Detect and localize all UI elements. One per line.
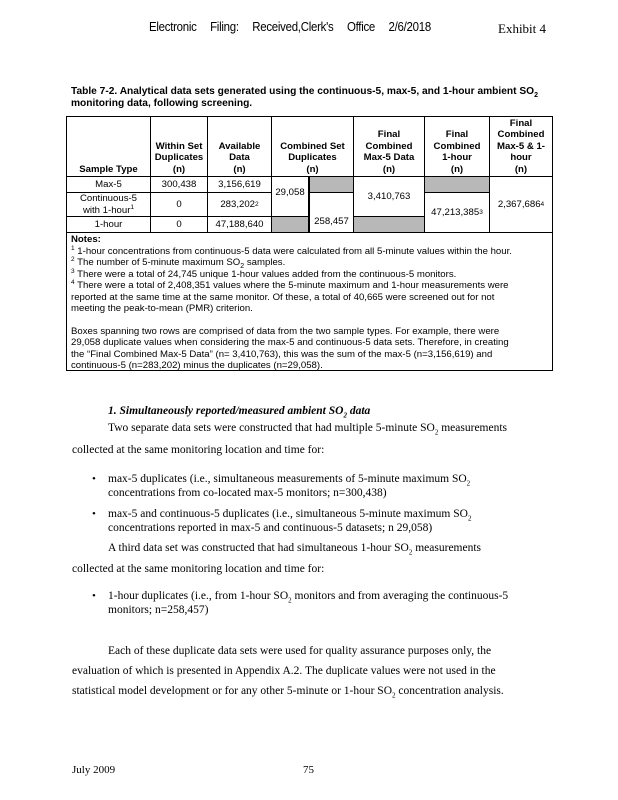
paragraph-line: evaluation of which is presented in Appendix A.2. The duplicate values were not used in the xyxy=(72,665,496,677)
exhibit-label: Exhibit 4 xyxy=(498,21,547,36)
caption-text: Table 7-2. Analytical data sets generated using the continuous-5, max-5, and 1-hour ambient SO xyxy=(71,86,535,97)
page-number: 75 xyxy=(303,764,314,776)
notes-explanation: Boxes spanning two rows are comprised of data from the two sample types. For example, there were 29,058 duplicate values when considering the max-5 and continuous-5 data sets. Therefore, in creating the “Final Combined Max-5 Data” (n= 3,410,763), this was the sum of the max-5 (n=3,156,619) and continuous-5 (n=283,202) minus the duplicates (n=29,058). xyxy=(71,325,509,371)
header-combined-set-duplicates: Combined Set Duplicates (n) xyxy=(271,116,354,177)
row-max5-sample-type: Max-5 xyxy=(66,176,151,193)
header-sample-type: Sample Type xyxy=(66,116,151,177)
paragraph-line: statistical model development or for any other 5-minute or 1-hour $SO_2$ concentration analysis. xyxy=(72,685,504,700)
row-cont5-available: 283,202 2 xyxy=(207,192,272,217)
caption-text: monitoring data, following screening. xyxy=(71,98,253,109)
row-1hour-within-set: 0 xyxy=(150,216,208,233)
combined-dup-cont5-1hour: 258,457 xyxy=(308,192,354,233)
bullet-item-line: max-5 and continuous-5 duplicates (i.e., simultaneous 5-minute maximum $SO_2$ xyxy=(108,508,472,523)
filing-stamp-date: 2/6/2018 xyxy=(388,19,431,34)
section-heading: 1. Simultaneously reported/measured ambient $SO_2$ data xyxy=(108,405,371,420)
note-1: $^1$ 1-hour concentrations from continuous-5 data were calculated from all 5-minute values within the hour. xyxy=(71,244,512,257)
paragraph-line: Each of these duplicate data sets were used for quality assurance purposes only, the xyxy=(108,645,492,657)
filing-stamp xyxy=(149,19,442,34)
paragraph-line: collected at the same monitoring location and time for: xyxy=(72,563,325,575)
bullet-item-line: concentrations from co-located max-5 monitors; n=300,438) xyxy=(108,487,387,499)
filing-stamp-part: Electronic xyxy=(149,19,197,34)
notes-title: Notes: xyxy=(71,234,101,245)
bullet-item-line: 1-hour duplicates (i.e., from 1-hour $SO_2$ monitors and from averaging the continuous-5 xyxy=(108,590,509,605)
filing-stamp-part: Filing: xyxy=(210,19,239,34)
bullet-icon: • xyxy=(92,508,96,520)
note-2: $^2$ The number of 5-minute maximum $SO_2$ samples. xyxy=(71,255,286,270)
note-4: $^4$ There were a total of 2,408,351 values where the 5-minute maximum and 1-hour measurements were reported at the same time at the same monitor. Of these, a total of 40,665 were screened out for not meeting the peak-to-mean (PMR) criterion. xyxy=(71,278,509,314)
footer-date: July 2009 xyxy=(72,764,116,776)
header-available-data: Available Data (n) xyxy=(207,116,272,177)
caption-subscript: 2 xyxy=(534,92,538,100)
row-cont5-sample-type: Continuous-5 with 1-hour$^1$ xyxy=(66,192,151,217)
filing-stamp-part: Received,Clerk's xyxy=(252,19,334,34)
empty-shaded-cell xyxy=(271,216,309,233)
table-notes xyxy=(66,232,553,371)
row-1hour-available: 47,188,640 xyxy=(207,216,272,233)
row-max5-within-set: 300,438 xyxy=(150,176,208,193)
bullet-item-line: max-5 duplicates (i.e., simultaneous measurements of 5-minute maximum $SO_2$ xyxy=(108,473,471,488)
row-1hour-sample-type: 1-hour xyxy=(66,216,151,233)
header-within-set-duplicates: Within Set Duplicates (n) xyxy=(150,116,208,177)
header-final-combined-max5-1hour: Final Combined Max-5 & 1- hour (n) xyxy=(489,116,553,177)
bullet-icon: • xyxy=(92,590,96,602)
header-final-combined-1hour: Final Combined 1-hour (n) xyxy=(424,116,490,177)
final-combined-max5-1hour-value: 2,367,686 4 xyxy=(489,176,553,233)
filing-stamp-part: Office xyxy=(346,19,376,34)
bullet-item-line: concentrations reported in max-5 and continuous-5 datasets; n 29,058) xyxy=(108,522,433,534)
empty-shaded-cell xyxy=(353,216,425,233)
row-cont5-within-set: 0 xyxy=(150,192,208,217)
bullet-item-line: monitors; n=258,457) xyxy=(108,604,209,616)
note-3: $^3$ There were a total of 24,745 unique 1-hour values added from the continuous-5 monitors. xyxy=(71,267,457,280)
empty-shaded-cell xyxy=(424,176,490,193)
row-max5-available: 3,156,619 xyxy=(207,176,272,193)
paragraph-line: A third data set was constructed that had simultaneous 1-hour $SO_2$ measurements xyxy=(108,542,482,557)
final-combined-max5-value: 3,410,763 xyxy=(353,176,425,217)
empty-shaded-cell xyxy=(308,176,354,193)
bullet-icon: • xyxy=(92,473,96,485)
paragraph-line: Two separate data sets were constructed that had multiple 5-minute $SO_2$ measurements xyxy=(108,422,508,437)
paragraph-line: collected at the same monitoring location and time for: xyxy=(72,444,325,456)
final-combined-1hour-value: 47,213,385 3 xyxy=(424,192,490,233)
combined-dup-max5-cont5: 29,058 xyxy=(271,176,309,217)
data-sets-table xyxy=(66,116,553,371)
table-caption xyxy=(71,86,556,110)
header-final-combined-max5: Final Combined Max-5 Data (n) xyxy=(353,116,425,177)
